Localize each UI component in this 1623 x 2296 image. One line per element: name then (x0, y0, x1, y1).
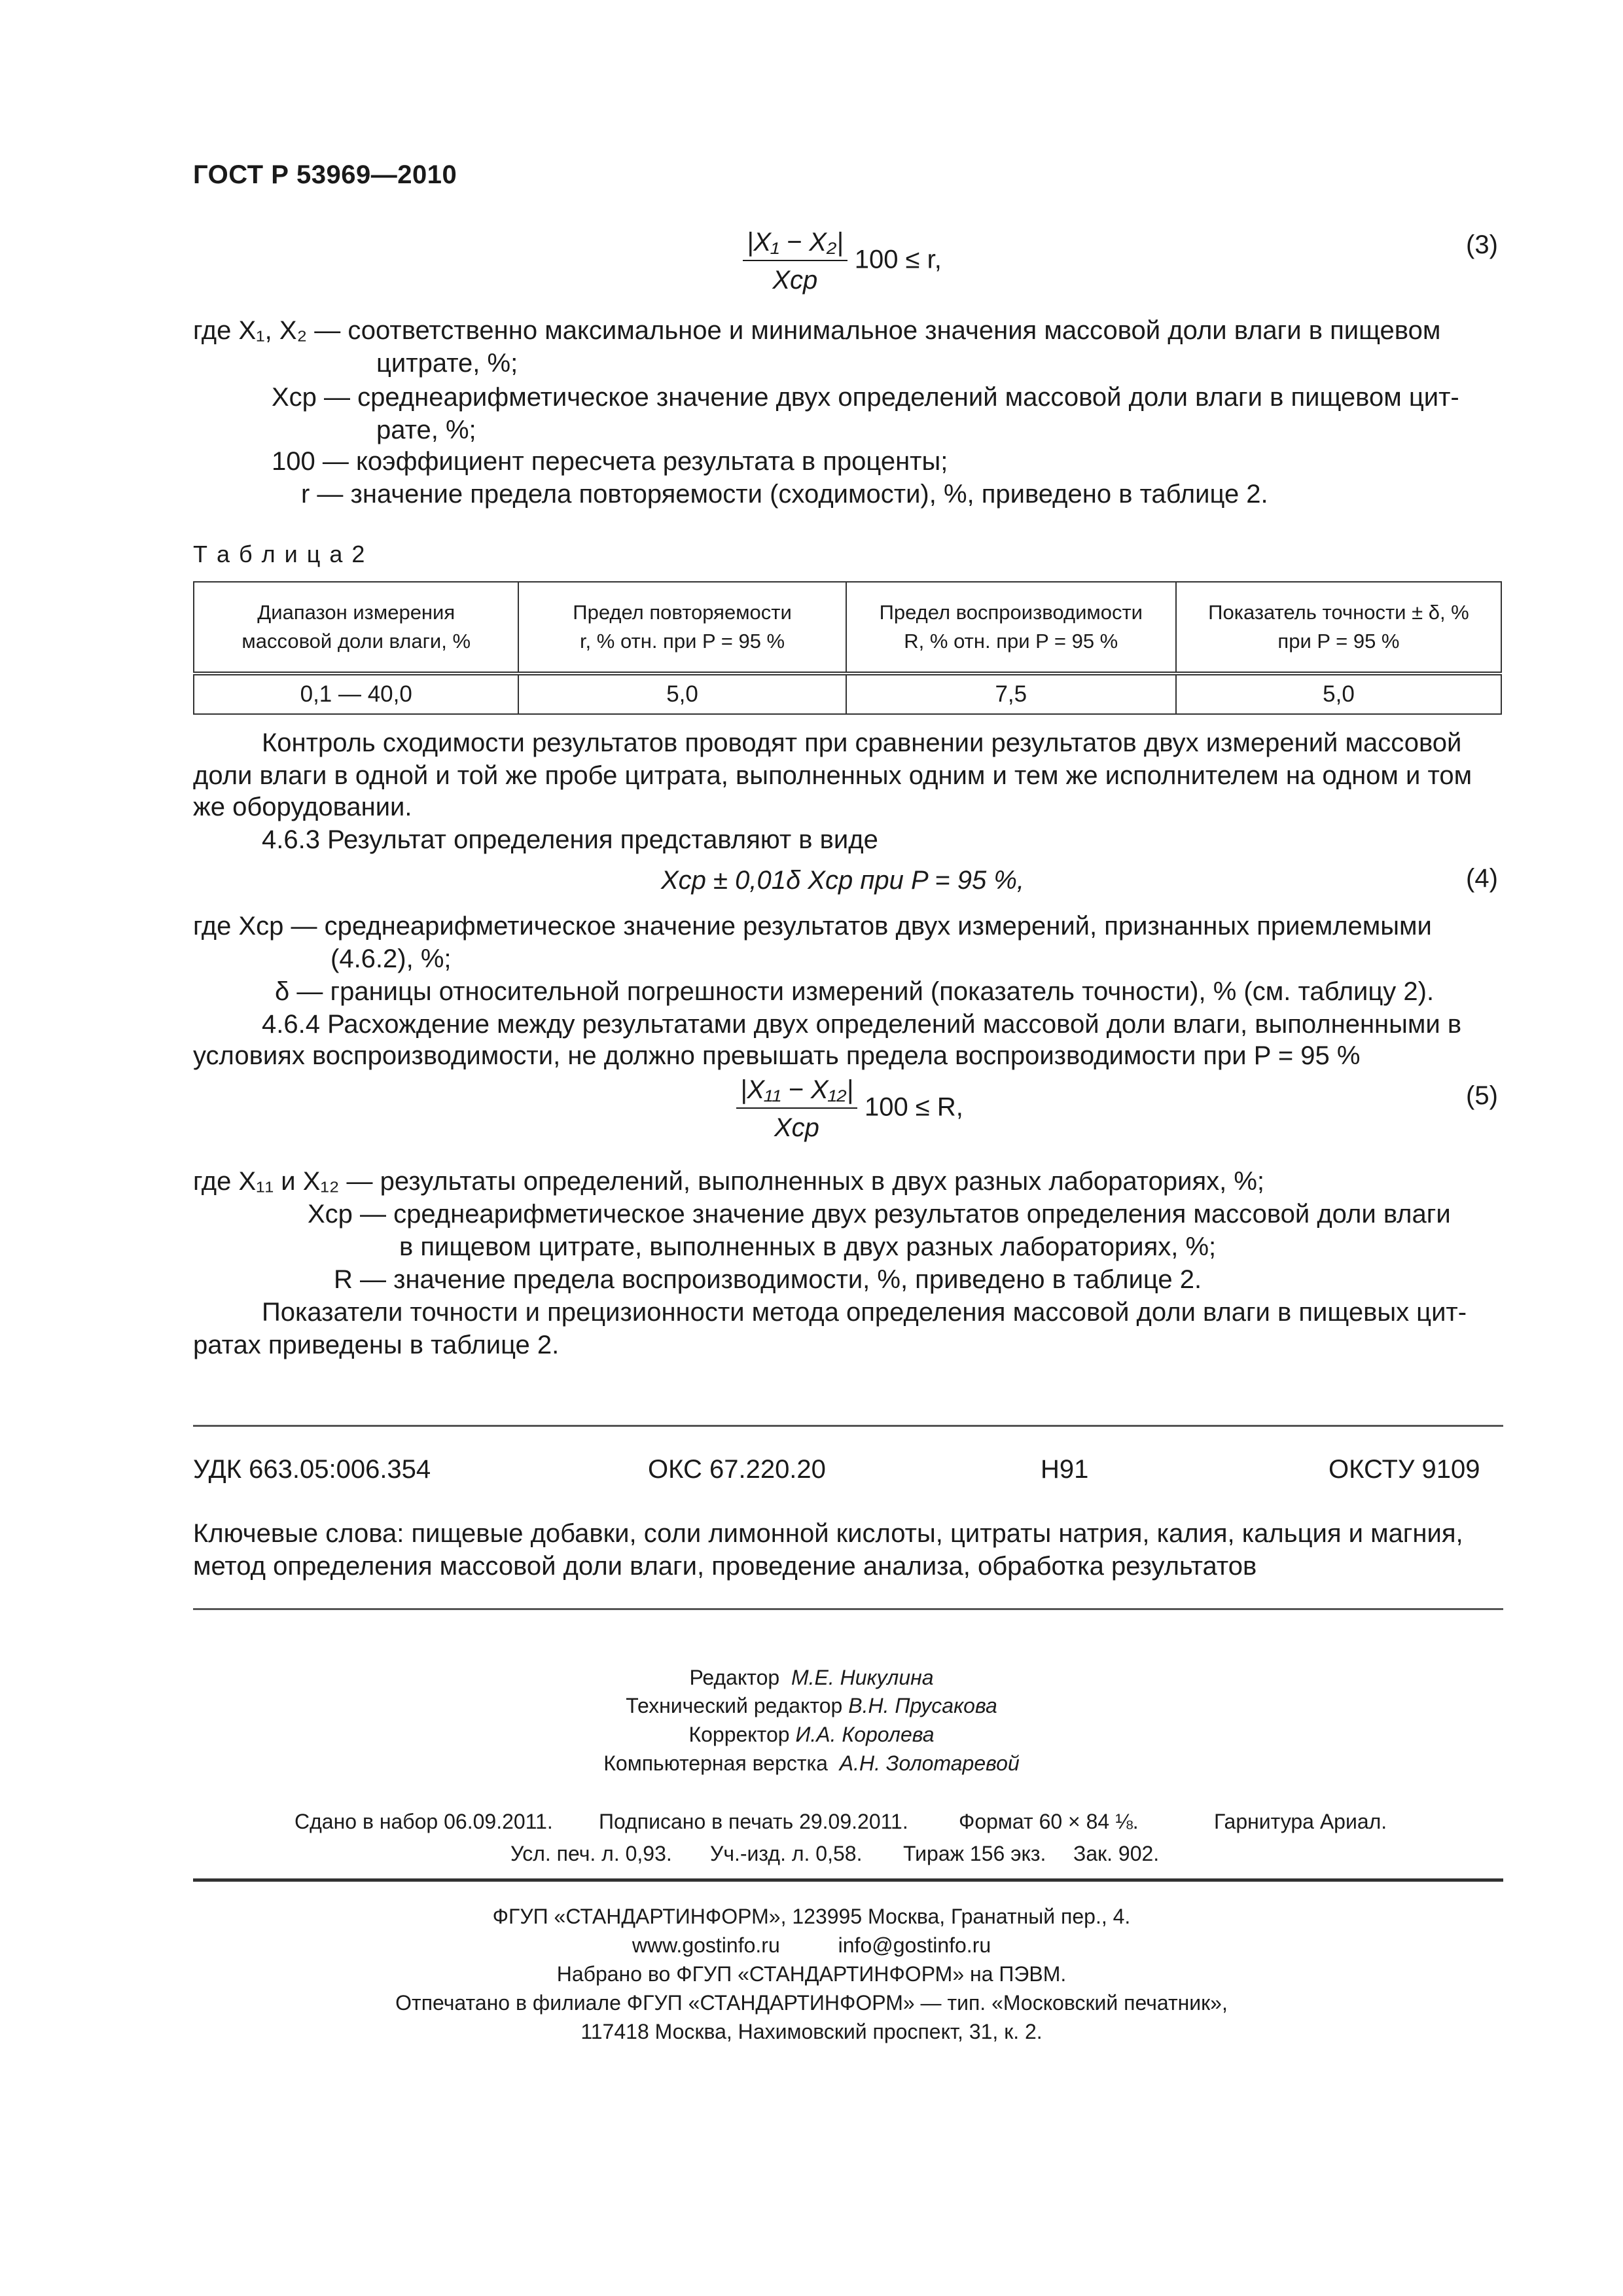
print-run: Тираж 156 экз. (903, 1842, 1046, 1865)
table-cell: 5,0 (1176, 673, 1501, 714)
def5-line-1: где X₁₁ и X₁₂ — результаты определений, выполненных в двух разных лабораториях, %; (193, 1167, 1265, 1196)
publisher-line-4: Отпечатано в филиале ФГУП «СТАНДАРТИНФОРМ» — тип. «Московский печатник», (395, 1991, 1228, 2015)
table-row (194, 673, 1501, 714)
table-header-cell (518, 582, 846, 673)
divider (193, 1608, 1503, 1610)
formula-4-number: (4) (1466, 864, 1498, 893)
oks-code: ОКС 67.220.20 (648, 1455, 826, 1484)
table-cell: 0,1 — 40,0 (194, 673, 518, 714)
para-control-line-3: же оборудовании. (193, 793, 412, 821)
credit-name: В.Н. Прусакова (848, 1694, 997, 1717)
print-sheets: Усл. печ. л. 0,93. (510, 1842, 672, 1865)
credit-layout (0, 1750, 1623, 1776)
print-order: Зак. 902. (1073, 1842, 1160, 1865)
formula-5-numerator: |X₁₁ − X₁₂| (736, 1073, 857, 1109)
divider (193, 1425, 1503, 1427)
def5-line-2: Xср — среднеарифметическое значение двух результатов определения массовой доли влаги (308, 1200, 1451, 1229)
header-line: Показатель точности ± δ, % (1208, 601, 1469, 624)
credit-role: Компьютерная верстка (603, 1751, 828, 1775)
keywords-line-2: метод определения массовой доли влаги, проведение анализа, обработка результатов (193, 1552, 1257, 1581)
publisher-line-2: www.gostinfo.ru info@gostinfo.ru (632, 1933, 991, 1957)
header-line: Диапазон измерения (257, 601, 455, 624)
header-line: r, % отн. при P = 95 % (579, 630, 785, 653)
credit-role: Технический редактор (626, 1694, 843, 1717)
table-caption: Т а б л и ц а 2 (193, 541, 366, 567)
formula-3-rest: 100 ≤ r, (854, 245, 942, 274)
table-cell: 5,0 (518, 673, 846, 714)
para-final-line-1: Показатели точности и прецизионности метода определения массовой доли влаги в пищевых цит- (262, 1298, 1467, 1327)
formula-5-rest: 100 ≤ R, (864, 1092, 963, 1122)
divider (193, 1878, 1503, 1882)
formula-4: Xср ± 0,01δ Xср при P = 95 %, (661, 866, 1025, 895)
formula-5-denominator: Xср (774, 1113, 819, 1142)
credit-role: Редактор (689, 1666, 780, 1689)
print-typeface: Гарнитура Ариал. (1214, 1810, 1387, 1833)
header-line: при P = 95 % (1277, 630, 1400, 653)
formula-3-numerator: |X₁ − X₂| (743, 226, 847, 261)
def5-line-4: R — значение предела воспроизводимости, %, приведено в таблице 2. (334, 1265, 1202, 1294)
publisher-line-1: ФГУП «СТАНДАРТИНФОРМ», 123995 Москва, Гранатный пер., 4. (492, 1905, 1131, 1928)
header-line: массовой доли влаги, % (241, 630, 471, 653)
table-header-cell (194, 582, 518, 673)
credit-name: М.Е. Никулина (791, 1666, 934, 1689)
n-code: Н91 (1041, 1455, 1089, 1484)
table-cell: 7,5 (846, 673, 1176, 714)
publisher-line-5: 117418 Москва, Нахимовский проспект, 31, к. 2. (580, 2020, 1043, 2043)
keywords-line-1: Ключевые слова: пищевые добавки, соли лимонной кислоты, цитраты натрия, калия, кальция и магния, (193, 1519, 1463, 1548)
print-pub-sheets: Уч.-изд. л. 0,58. (710, 1842, 863, 1865)
print-signed: Подписано в печать 29.09.2011. (599, 1810, 908, 1833)
para-control-line-1: Контроль сходимости результатов проводят при сравнении результатов двух измерений массовой (262, 728, 1462, 757)
para-4-6-4-line-2: условиях воспроизводимости, не должно превышать предела воспроизводимости при P = 95 % (193, 1041, 1361, 1070)
def3-line-2: цитрате, %; (376, 349, 518, 378)
header-line: Предел воспроизводимости (879, 601, 1143, 624)
header-line: R, % отн. при P = 95 % (904, 630, 1118, 653)
formula-3-denominator: Xср (772, 266, 818, 295)
okstu-code: ОКСТУ 9109 (1329, 1455, 1480, 1484)
def4-line-3: δ — границы относительной погрешности измерений (показатель точности), % (см. таблицу 2). (275, 977, 1435, 1006)
credit-name: И.А. Королева (795, 1723, 935, 1746)
table-header-cell (846, 582, 1176, 673)
publisher-line-3: Набрано во ФГУП «СТАНДАРТИНФОРМ» на ПЭВМ. (556, 1962, 1067, 1986)
para-4-6-3: 4.6.3 Результат определения представляют в виде (262, 825, 878, 854)
table-2 (193, 581, 1502, 715)
print-submitted: Сдано в набор 06.09.2011. (294, 1810, 553, 1833)
formula-3 (743, 226, 942, 296)
def5-line-3: в пищевом цитрате, выполненных в двух разных лабораториях, %; (399, 1232, 1217, 1261)
credit-name: А.Н. Золотаревой (839, 1751, 1020, 1775)
credit-corrector (0, 1721, 1623, 1748)
def3-line-5: 100 — коэффициент пересчета результата в проценты; (272, 447, 948, 476)
table-header-cell (1176, 582, 1501, 673)
def3-line-4: рате, %; (376, 416, 476, 444)
para-control-line-2: доли влаги в одной и той же пробе цитрата, выполненных одним и тем же исполнителем на одном и том (193, 761, 1472, 790)
def4-line-2: (4.6.2), %; (330, 944, 452, 973)
formula-5 (736, 1073, 963, 1144)
para-final-line-2: ратах приведены в таблице 2. (193, 1331, 560, 1359)
formula-5-number: (5) (1466, 1081, 1498, 1110)
udk-code: УДК 663.05:006.354 (193, 1455, 431, 1484)
credit-tech-editor (0, 1693, 1623, 1719)
header-line: Предел повторяемости (573, 601, 792, 624)
table-header-row (194, 582, 1501, 673)
print-format: Формат 60 × 84 ⅛. (959, 1810, 1139, 1833)
credit-role: Корректор (688, 1723, 790, 1746)
def4-line-1: где Xср — среднеарифметическое значение результатов двух измерений, признанных приемлемыми (193, 912, 1432, 941)
credit-editor (0, 1664, 1623, 1691)
def3-line-6: r — значение предела повторяемости (сходимости), %, приведено в таблице 2. (301, 480, 1268, 509)
formula-3-number: (3) (1466, 230, 1498, 259)
document-code: ГОСТ Р 53969—2010 (193, 160, 457, 189)
para-4-6-4-line-1: 4.6.4 Расхождение между результатами двух определений массовой доли влаги, выполненными в (262, 1010, 1462, 1039)
def3-line-1: где X₁, X₂ — соответственно максимальное и минимальное значения массовой доли влаги в пищевом (193, 316, 1441, 345)
def3-line-3: Xср — среднеарифметическое значение двух определений массовой доли влаги в пищевом цит- (272, 383, 1459, 412)
